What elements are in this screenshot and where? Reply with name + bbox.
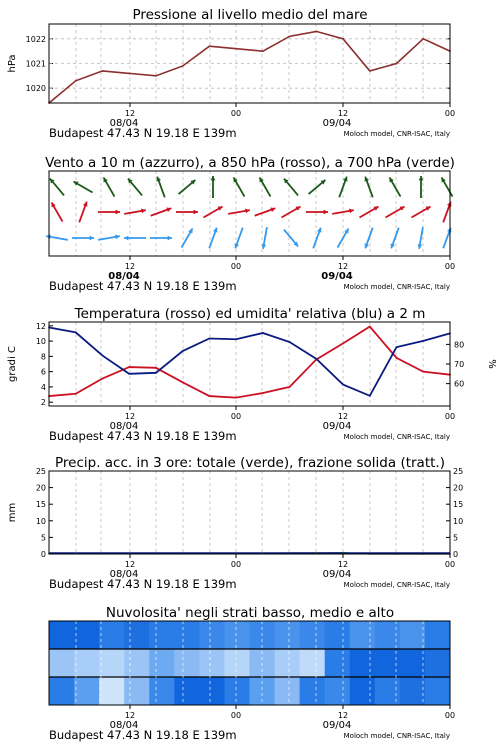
y-tick-label: 0 (40, 550, 46, 559)
cloud-cell (275, 649, 301, 677)
data-point (342, 342, 344, 344)
cloud-cell (49, 649, 75, 677)
data-point (262, 332, 264, 334)
cloud-cell (350, 649, 376, 677)
wind-arrow (313, 228, 321, 249)
y-tick-label-right: 20 (453, 483, 464, 493)
cloud-cell (300, 649, 326, 677)
wind-arrow (98, 234, 120, 239)
data-point (262, 50, 264, 52)
location-label: Budapest 47.43 N 19.18 E 139m (49, 279, 237, 293)
wind-arrow-head (124, 236, 128, 241)
date-label: 09/04 (321, 271, 353, 282)
cloud-cell (375, 621, 401, 649)
wind-arrow (419, 176, 424, 198)
data-point (209, 395, 211, 397)
wind-arrow (72, 236, 94, 241)
y-tick-label: 25 (35, 467, 46, 476)
data-point (369, 326, 371, 328)
model-credit: Moloch model, CNR-ISAC, Italy (343, 283, 450, 291)
cloud-cell (124, 621, 150, 649)
location-label: Budapest 47.43 N 19.18 E 139m (49, 126, 237, 140)
cloud-cell (224, 649, 250, 677)
cloud-cell (350, 677, 376, 705)
hour-tick-label: 00 (444, 262, 456, 271)
y-axis-label: gradi C (7, 346, 18, 382)
wind-arrow (442, 177, 453, 196)
chart-title: Temperatura (rosso) ed umidita' relativa (blu) a 2 m (74, 306, 426, 322)
hour-tick-label: 00 (230, 711, 242, 720)
wind-arrow (128, 179, 142, 196)
cloud-cell (199, 621, 225, 649)
cloud-cell (325, 621, 351, 649)
cloud-cell (199, 649, 225, 677)
wind-arrow (281, 207, 300, 218)
y-tick-label: 8 (40, 352, 46, 362)
wind-arrow (284, 230, 298, 247)
panel-frame (49, 471, 450, 554)
y-axis-label-right: % (486, 359, 497, 369)
cloud-cell (124, 649, 150, 677)
wind-arrow-head (116, 210, 120, 215)
data-point (369, 395, 371, 397)
y-tick-label-right: 5 (453, 533, 459, 543)
wind-arrow (390, 228, 398, 249)
wind-arrow (364, 177, 372, 198)
data-point (128, 373, 130, 375)
wind-arrow (390, 177, 401, 196)
wind-arrow (176, 210, 198, 215)
data-point (235, 48, 237, 50)
date-label: 09/04 (322, 569, 352, 580)
cloud-cell (275, 621, 301, 649)
time-axis-4 (49, 554, 455, 591)
data-point (396, 346, 398, 348)
wind-arrow (228, 208, 250, 213)
cloud-cell (49, 621, 75, 649)
cloud-cell (325, 677, 351, 705)
cloud-cell (149, 649, 175, 677)
date-label: 08/04 (109, 421, 139, 432)
wind-arrow (385, 207, 404, 218)
wind-arrow (156, 177, 164, 198)
wind-arrow-head (324, 210, 328, 215)
data-point (182, 350, 184, 352)
data-point (369, 70, 371, 72)
hour-tick-label: 12 (124, 412, 136, 421)
cloud-cell (350, 621, 376, 649)
model-credit: Moloch model, CNR-ISAC, Italy (343, 732, 450, 740)
wind-arrow (284, 179, 298, 196)
data-point (155, 75, 157, 77)
cloud-cell (375, 649, 401, 677)
data-point (235, 338, 237, 340)
model-credit: Moloch model, CNR-ISAC, Italy (343, 130, 450, 138)
data-point (235, 397, 237, 399)
cloud-cell (425, 677, 451, 705)
hour-tick-label: 12 (337, 109, 349, 118)
y-axis-label: hPa (7, 54, 18, 73)
data-point (102, 355, 104, 357)
data-point (396, 63, 398, 65)
wind-arrow (209, 228, 217, 249)
y-tick-label: 1021 (25, 59, 46, 69)
time-axis-3 (49, 406, 455, 443)
cloud-cell (49, 677, 75, 705)
data-point (128, 72, 130, 74)
wind-arrow (124, 208, 146, 213)
wind-arrow (179, 180, 196, 194)
wind-arrow (50, 179, 64, 196)
y-tick-label: 6 (40, 367, 46, 377)
y-tick-label: 10 (35, 516, 46, 526)
data-point (75, 332, 77, 334)
y-tick-label: 2 (40, 398, 46, 408)
wind-arrow-head (194, 210, 198, 215)
data-point (342, 38, 344, 40)
date-label: 08/04 (109, 118, 139, 129)
data-point (422, 340, 424, 342)
wind-arrow (52, 202, 63, 221)
wind-arrow (104, 177, 115, 196)
data-point (422, 371, 424, 373)
cloud-cell (174, 621, 200, 649)
hour-tick-label: 00 (230, 262, 242, 271)
data-point (396, 357, 398, 359)
y-axis-label: mm (7, 502, 18, 523)
cloud-cell (375, 677, 401, 705)
wind-arrow-head (211, 176, 216, 180)
model-credit: Moloch model, CNR-ISAC, Italy (343, 433, 450, 441)
data-point (75, 80, 77, 82)
wind-arrow (260, 177, 271, 196)
cloud-cell (300, 677, 326, 705)
wind-arrow (309, 180, 326, 194)
wind-arrow (211, 176, 216, 198)
cloud-cell (174, 677, 200, 705)
wind-arrow (234, 177, 245, 196)
cloud-cell (99, 649, 125, 677)
wind-arrow (151, 207, 172, 215)
data-point (289, 35, 291, 37)
data-point (342, 384, 344, 386)
time-axis-5 (49, 705, 455, 742)
wind-arrow (417, 227, 422, 249)
y-tick-label-right: 10 (453, 516, 464, 526)
data-point (315, 358, 317, 360)
wind-arrow (411, 207, 430, 218)
hour-tick-label: 00 (444, 109, 456, 118)
cloud-cell (224, 621, 250, 649)
data-point (422, 38, 424, 40)
data-point (209, 45, 211, 47)
cloud-cell (149, 677, 175, 705)
cloud-cell (224, 677, 250, 705)
date-label: 09/04 (322, 720, 352, 731)
location-label: Budapest 47.43 N 19.18 E 139m (49, 577, 237, 591)
wind-arrow (339, 177, 347, 198)
cloud-cell (400, 621, 426, 649)
y-tick-label: 15 (35, 500, 46, 510)
wind-arrow-head (90, 236, 94, 241)
temperature-line (49, 327, 450, 398)
wind-arrow (203, 207, 222, 218)
wind-arrow (255, 207, 276, 215)
cloud-cell (99, 621, 125, 649)
data-point (182, 381, 184, 383)
hour-tick-label: 12 (124, 560, 136, 569)
hour-tick-label: 00 (444, 711, 456, 720)
hour-tick-label: 12 (124, 109, 136, 118)
data-point (155, 372, 157, 374)
date-label: 09/04 (322, 421, 352, 432)
cloud-cell (199, 677, 225, 705)
wind-arrow (306, 210, 328, 215)
y-tick-label-right: 80 (454, 340, 465, 350)
location-label: Budapest 47.43 N 19.18 E 139m (49, 728, 237, 742)
wind-arrow (364, 228, 372, 249)
y-tick-label-right: 15 (453, 500, 464, 510)
cloud-cell (99, 677, 125, 705)
time-axis-2 (49, 256, 455, 293)
data-point (289, 386, 291, 388)
hour-tick-label: 12 (337, 262, 349, 271)
cloud-cell (325, 649, 351, 677)
chart-title: Vento a 10 m (azzurro), a 850 hPa (rosso), a 700 hPa (verde) (45, 155, 455, 171)
model-credit: Moloch model, CNR-ISAC, Italy (343, 581, 450, 589)
data-point (342, 552, 344, 554)
cloud-cell (74, 621, 100, 649)
wind-arrow-head (168, 236, 172, 241)
y-tick-label: 1022 (25, 34, 46, 44)
cloud-cell (74, 649, 100, 677)
wind-arrow (124, 236, 146, 241)
cloud-cell (149, 621, 175, 649)
y-tick-label: 20 (35, 483, 46, 493)
y-tick-label: 10 (35, 337, 46, 347)
hour-tick-label: 00 (230, 412, 242, 421)
date-label: 09/04 (322, 118, 352, 129)
hour-tick-label: 00 (444, 560, 456, 569)
y-tick-label: 1020 (25, 84, 46, 94)
y-tick-label: 12 (35, 321, 46, 331)
hour-tick-label: 00 (230, 109, 242, 118)
data-point (209, 338, 211, 340)
cloud-cell (74, 677, 100, 705)
time-axis-1 (49, 103, 455, 140)
cloud-cell (425, 649, 451, 677)
pressure-line (49, 31, 450, 103)
y-tick-label-right: 60 (454, 379, 465, 389)
chart-title: Nuvolosita' negli strati basso, medio e alto (105, 605, 395, 621)
y-tick-label-right: 70 (454, 360, 465, 369)
y-tick-label: 4 (40, 382, 46, 392)
panel-frame (49, 322, 450, 406)
data-point (289, 341, 291, 343)
data-point (75, 393, 77, 395)
hour-tick-label: 12 (337, 711, 349, 720)
hour-tick-label: 12 (337, 412, 349, 421)
data-point (155, 367, 157, 369)
cloud-cell (300, 621, 326, 649)
data-point (315, 31, 317, 33)
data-point (182, 65, 184, 67)
humidity-line (49, 327, 450, 395)
y-tick-label-right: 25 (453, 467, 464, 476)
wind-arrow (359, 207, 378, 218)
date-label: 08/04 (109, 720, 139, 731)
cloud-cell (400, 649, 426, 677)
hour-tick-label: 00 (230, 560, 242, 569)
hour-tick-label: 12 (337, 560, 349, 569)
chart-title: Pressione al livello medio del mare (132, 7, 368, 23)
y-tick-label-right: 0 (453, 550, 459, 559)
date-label: 08/04 (108, 271, 140, 282)
cloud-cell (174, 649, 200, 677)
date-label: 08/04 (109, 569, 139, 580)
location-label: Budapest 47.43 N 19.18 E 139m (49, 429, 237, 443)
cloud-cell (275, 677, 301, 705)
cloud-cell (400, 677, 426, 705)
wind-arrow (79, 202, 87, 223)
panel-frame (49, 171, 450, 256)
data-point (102, 378, 104, 380)
hour-tick-label: 00 (444, 412, 456, 421)
data-point (102, 70, 104, 72)
cloud-cell (425, 621, 451, 649)
chart-title: Precip. acc. in 3 ore: totale (verde), frazione solida (tratt.) (55, 455, 445, 471)
data-point (128, 366, 130, 368)
wind-arrow (150, 236, 172, 241)
hour-tick-label: 12 (124, 711, 136, 720)
data-point (262, 392, 264, 394)
hour-tick-label: 12 (124, 262, 136, 271)
y-tick-label: 5 (40, 533, 46, 543)
cloud-cell (124, 677, 150, 705)
